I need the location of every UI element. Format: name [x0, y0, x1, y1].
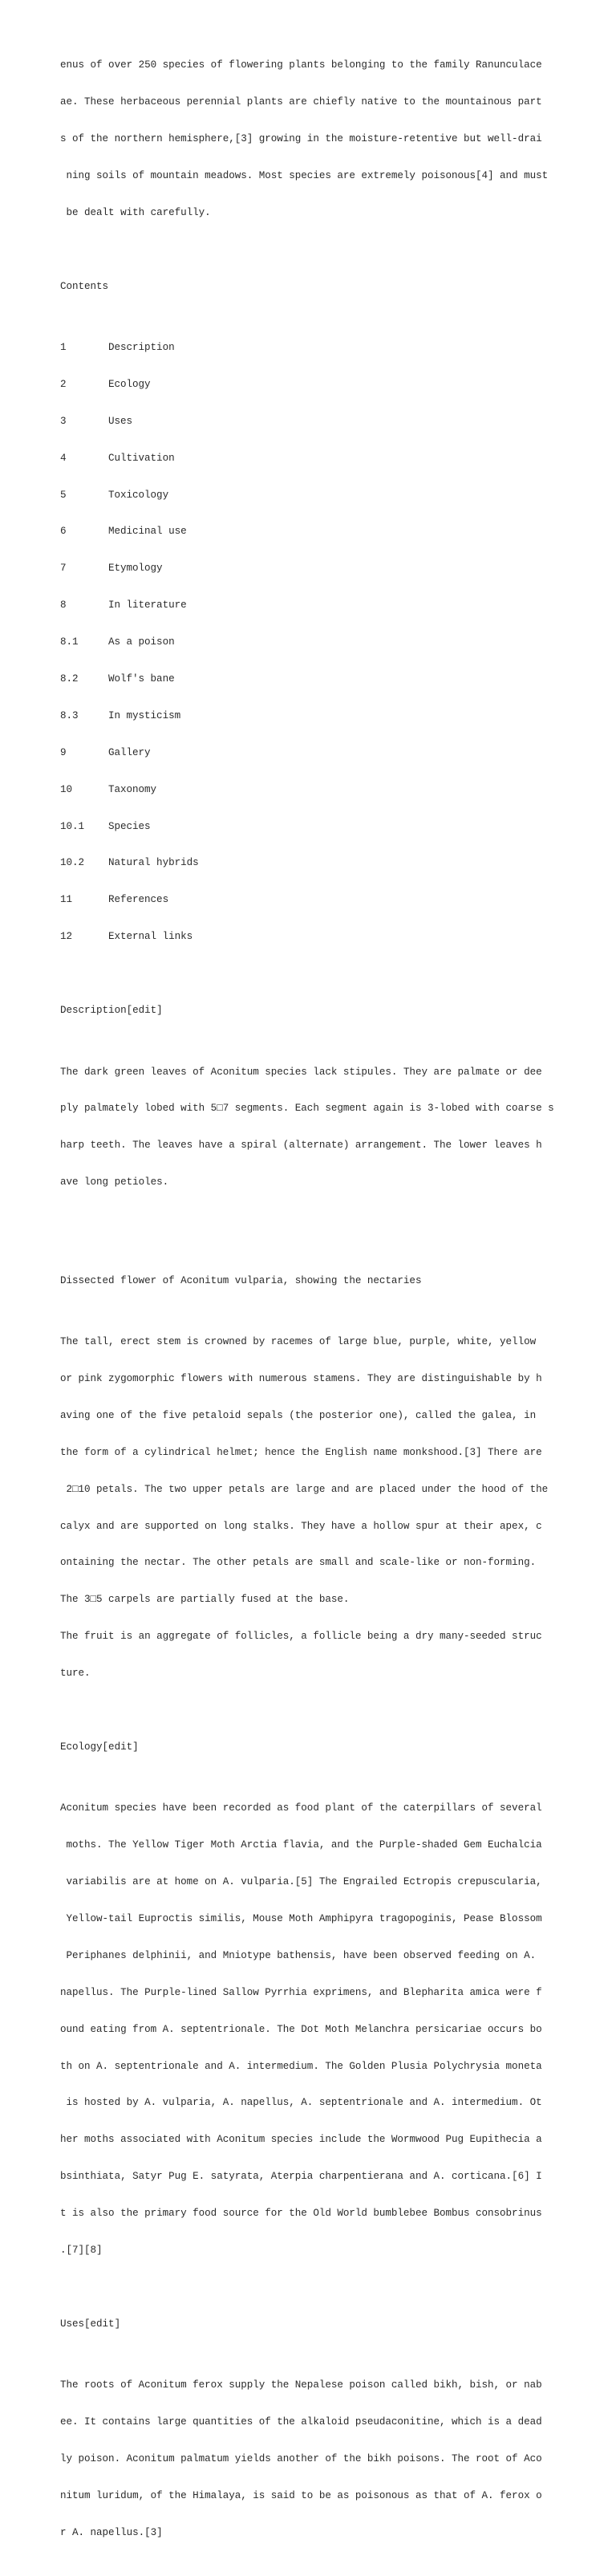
toc-number: 9	[60, 746, 67, 758]
text-line: ontaining the nectar. The other petals are small and scale-like or non-forming.	[60, 1557, 537, 1569]
toc-number: 6	[60, 526, 67, 538]
uses-paragraph	[60, 2355, 554, 2564]
toc-link[interactable]: As a poison	[108, 636, 175, 648]
toc-item[interactable]	[60, 416, 554, 428]
text-line: t is also the primary food source for the Old World bumblebee Bombus consobrinus	[60, 2208, 542, 2220]
toc-number: 8	[60, 599, 67, 611]
toc-item[interactable]	[60, 526, 554, 538]
text-line: r A. napellus.[3]	[60, 2526, 163, 2538]
text-line: The tall, erect stem is crowned by racemes of large blue, purple, white, yellow	[60, 1336, 537, 1348]
text-line: Aconitum species have been recorded as food plant of the caterpillars of several	[60, 1802, 542, 1814]
description-paragraph-2	[60, 1311, 554, 1704]
document-page	[60, 10, 554, 2576]
toc-item[interactable]	[60, 342, 554, 354]
text-line: ave long petioles.	[60, 1176, 169, 1188]
toc-number: 10	[60, 783, 73, 795]
text-line: ound eating from A. septentrionale. The Dot Moth Melanchra persicariae occurs bo	[60, 2023, 542, 2035]
text-line: ee. It contains large quantities of the alkaloid pseudaconitine, which is a dead	[60, 2416, 542, 2428]
toc-link[interactable]: Description	[108, 342, 175, 354]
image-caption: Dissected flower of Aconitum vulparia, showing the nectaries	[60, 1274, 422, 1286]
toc-item[interactable]	[60, 894, 554, 906]
text-line: Periphanes delphinii, and Mniotype bathensis, have been observed feeding on A.	[60, 1949, 537, 1961]
toc-link[interactable]: Cultivation	[108, 452, 175, 464]
text-line: The roots of Aconitum ferox supply the Nepalese poison called bikh, bish, or nab	[60, 2379, 542, 2391]
toc-number: 2	[60, 378, 67, 390]
toc-number: 7	[60, 563, 67, 575]
toc-item[interactable]	[60, 379, 554, 391]
text-line: harp teeth. The leaves have a spiral (alternate) arrangement. The lower leaves h	[60, 1140, 542, 1152]
text-line: the form of a cylindrical helmet; hence the English name monkshood.[3] There are	[60, 1446, 542, 1458]
text-line: enus of over 250 species of flowering plants belonging to the family Ranunculace	[60, 59, 542, 71]
contents-heading: Contents	[60, 280, 109, 292]
toc-item[interactable]	[60, 636, 554, 648]
toc-link[interactable]: Taxonomy	[108, 783, 157, 795]
toc-number: 11	[60, 894, 73, 906]
description-paragraph	[60, 1042, 554, 1213]
text-line: nitum luridum, of the Himalaya, is said to be as poisonous as that of A. ferox o	[60, 2489, 542, 2501]
toc-number: 4	[60, 452, 67, 464]
text-line: Yellow-tail Euproctis similis, Mouse Moth Amphipyra tragopoginis, Pease Blossom	[60, 1913, 542, 1925]
text-line: .[7][8]	[60, 2245, 103, 2257]
text-line: The 3□5 carpels are partially fused at the base.	[60, 1594, 350, 1606]
text-line: napellus. The Purple-lined Sallow Pyrrhia exprimens, and Blepharita amica were f	[60, 1986, 542, 1998]
toc-item[interactable]	[60, 563, 554, 575]
toc-link[interactable]: In literature	[108, 599, 187, 611]
toc-number: 12	[60, 931, 73, 943]
toc-link[interactable]: Uses	[108, 415, 133, 427]
toc-number: 3	[60, 415, 67, 427]
ecology-paragraph	[60, 1778, 554, 2281]
toc-number: 8.3	[60, 709, 79, 721]
text-line: aving one of the five petaloid sepals (the posterior one), called the galea, in	[60, 1409, 537, 1421]
text-line: or pink zygomorphic flowers with numerous stamens. They are distinguishable by h	[60, 1372, 542, 1384]
toc-link[interactable]: Etymology	[108, 563, 163, 575]
text-line: The fruit is an aggregate of follicles, a follicle being a dry many-seeded struc	[60, 1631, 542, 1643]
toc-link[interactable]: External links	[108, 931, 193, 943]
toc-item[interactable]	[60, 931, 554, 943]
text-line: bsinthiata, Satyr Pug E. satyrata, Aterpia charpentierana and A. corticana.[6] I	[60, 2171, 542, 2183]
toc-number: 8.1	[60, 636, 79, 648]
uses-heading: Uses[edit]	[60, 2318, 121, 2330]
toc-link[interactable]: Ecology	[108, 378, 151, 390]
text-line: ning soils of mountain meadows. Most species are extremely poisonous[4] and must	[60, 169, 549, 181]
toc-item[interactable]	[60, 599, 554, 611]
description-heading: Description[edit]	[60, 1005, 163, 1017]
toc-item[interactable]	[60, 747, 554, 759]
text-line: her moths associated with Aconitum species include the Wormwood Pug Eupithecia a	[60, 2134, 542, 2146]
text-line: ture.	[60, 1668, 91, 1680]
toc-link[interactable]: Medicinal use	[108, 526, 187, 538]
text-line: moths. The Yellow Tiger Moth Arctia flavia, and the Purple-shaded Gem Euchalcia	[60, 1839, 542, 1851]
toc-link[interactable]: Gallery	[108, 746, 151, 758]
toc-item[interactable]	[60, 673, 554, 685]
text-line: variabilis are at home on A. vulparia.[5] The Engrailed Ectropis crepuscularia,	[60, 1876, 542, 1888]
toc-number: 1	[60, 342, 67, 354]
toc-number: 5	[60, 489, 67, 501]
toc-link[interactable]: References	[108, 894, 169, 906]
text-line: ae. These herbaceous perennial plants are chiefly native to the mountainous part	[60, 96, 542, 108]
toc-link[interactable]: Wolf's bane	[108, 673, 175, 685]
table-of-contents	[60, 317, 554, 968]
toc-item[interactable]	[60, 490, 554, 502]
text-line: s of the northern hemisphere,[3] growing in the moisture-retentive but well-drai	[60, 132, 542, 144]
text-line: th on A. septentrionale and A. intermedium. The Golden Plusia Polychrysia moneta	[60, 2060, 542, 2072]
toc-number: 10.2	[60, 857, 85, 869]
toc-link[interactable]: Species	[108, 820, 151, 832]
text-line: The dark green leaves of Aconitum species lack stipules. They are palmate or dee	[60, 1066, 542, 1078]
text-line: calyx and are supported on long stalks. They have a hollow spur at their apex, c	[60, 1520, 542, 1532]
toc-number: 10.1	[60, 820, 85, 832]
toc-link[interactable]: Toxicology	[108, 489, 169, 501]
text-line: 2□10 petals. The two upper petals are large and are placed under the hood of the	[60, 1483, 549, 1495]
text-line: be dealt with carefully.	[60, 206, 211, 218]
toc-item[interactable]	[60, 857, 554, 869]
blank-line	[60, 1238, 554, 1250]
toc-item[interactable]	[60, 821, 554, 833]
toc-item[interactable]	[60, 710, 554, 722]
ecology-heading: Ecology[edit]	[60, 1741, 139, 1753]
toc-link[interactable]: Natural hybrids	[108, 857, 199, 869]
toc-item[interactable]	[60, 784, 554, 796]
text-line: is hosted by A. vulparia, A. napellus, A. septentrionale and A. intermedium. Ot	[60, 2097, 542, 2109]
toc-link[interactable]: In mysticism	[108, 709, 181, 721]
toc-number: 8.2	[60, 673, 79, 685]
intro-paragraph	[60, 35, 554, 244]
toc-item[interactable]	[60, 453, 554, 465]
text-line: ply palmately lobed with 5□7 segments. Each segment again is 3-lobed with coarse s	[60, 1103, 554, 1115]
text-line: ly poison. Aconitum palmatum yields another of the bikh poisons. The root of Aco	[60, 2453, 542, 2465]
